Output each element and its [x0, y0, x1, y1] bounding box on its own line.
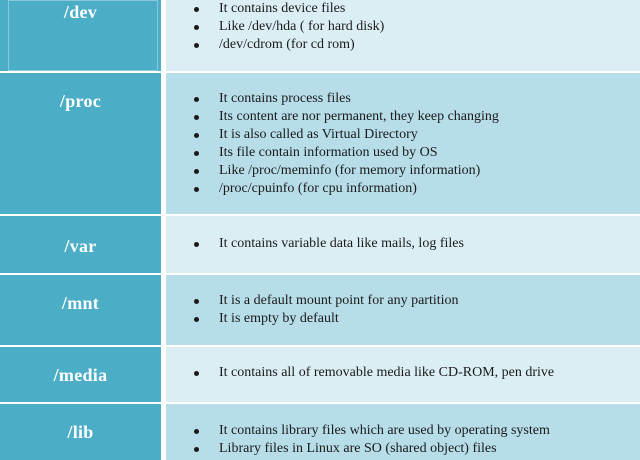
description-cell [166, 0, 640, 71]
description-list [166, 364, 554, 382]
directory-name: /proc [59, 91, 102, 111]
bullet-icon [194, 447, 199, 452]
bullet-icon [194, 7, 199, 12]
list-item: It is also called as Virtual Directory [166, 126, 499, 144]
list-item: Like /dev/hda ( for hard disk) [166, 18, 384, 36]
list-item: It is empty by default [166, 310, 459, 328]
directory-name-cell [0, 216, 161, 273]
directory-name-cell [0, 73, 161, 214]
directory-name-cell [0, 347, 161, 402]
list-item: It contains variable data like mails, log files [166, 235, 464, 253]
bullet-icon [194, 97, 199, 102]
bullet-icon [194, 25, 199, 30]
list-item: /dev/cdrom (for cd rom) [166, 36, 384, 54]
bullet-icon [194, 242, 199, 247]
description-list [166, 292, 459, 328]
bullet-icon [194, 429, 199, 434]
directory-name: /mnt [61, 293, 100, 313]
bullet-icon [194, 317, 199, 322]
directory-name-cell [0, 404, 161, 460]
bullet-icon [194, 151, 199, 156]
directory-name: /lib [67, 422, 94, 442]
directory-name: /media [53, 365, 108, 385]
list-item: It contains library files which are used by operating system [166, 422, 550, 440]
bullet-icon [194, 133, 199, 138]
list-item: /proc/cpuinfo (for cpu information) [166, 180, 499, 198]
directory-name-cell [0, 275, 161, 345]
directory-name-cell [0, 0, 161, 71]
description-cell [166, 275, 640, 345]
list-item: It is a default mount point for any partition [166, 292, 459, 310]
list-item: It contains all of removable media like CD-ROM, pen drive [166, 364, 554, 382]
table-row-media [0, 347, 640, 402]
directory-name: /dev [63, 2, 98, 22]
directory-name: /var [64, 236, 97, 256]
bullet-icon [194, 115, 199, 120]
bullet-icon [194, 299, 199, 304]
description-list [166, 235, 464, 253]
description-cell [166, 73, 640, 214]
table-row-proc [0, 73, 640, 214]
list-item: Library files in Linux are SO (shared object) files [166, 440, 550, 458]
description-list [166, 0, 384, 54]
list-item: It contains device files [166, 0, 384, 18]
description-cell [166, 404, 640, 460]
table-row-lib [0, 404, 640, 460]
list-item: Its content are nor permanent, they keep changing [166, 108, 499, 126]
description-list [166, 422, 550, 458]
table-row-dev [0, 0, 640, 71]
table-row-var [0, 216, 640, 273]
table-row-mnt [0, 275, 640, 345]
list-item: Like /proc/meminfo (for memory information) [166, 162, 499, 180]
bullet-icon [194, 371, 199, 376]
description-cell [166, 347, 640, 402]
bullet-icon [194, 43, 199, 48]
list-item: It contains process files [166, 90, 499, 108]
bullet-icon [194, 187, 199, 192]
list-item: Its file contain information used by OS [166, 144, 499, 162]
bullet-icon [194, 169, 199, 174]
description-list [166, 90, 499, 198]
description-cell [166, 216, 640, 273]
